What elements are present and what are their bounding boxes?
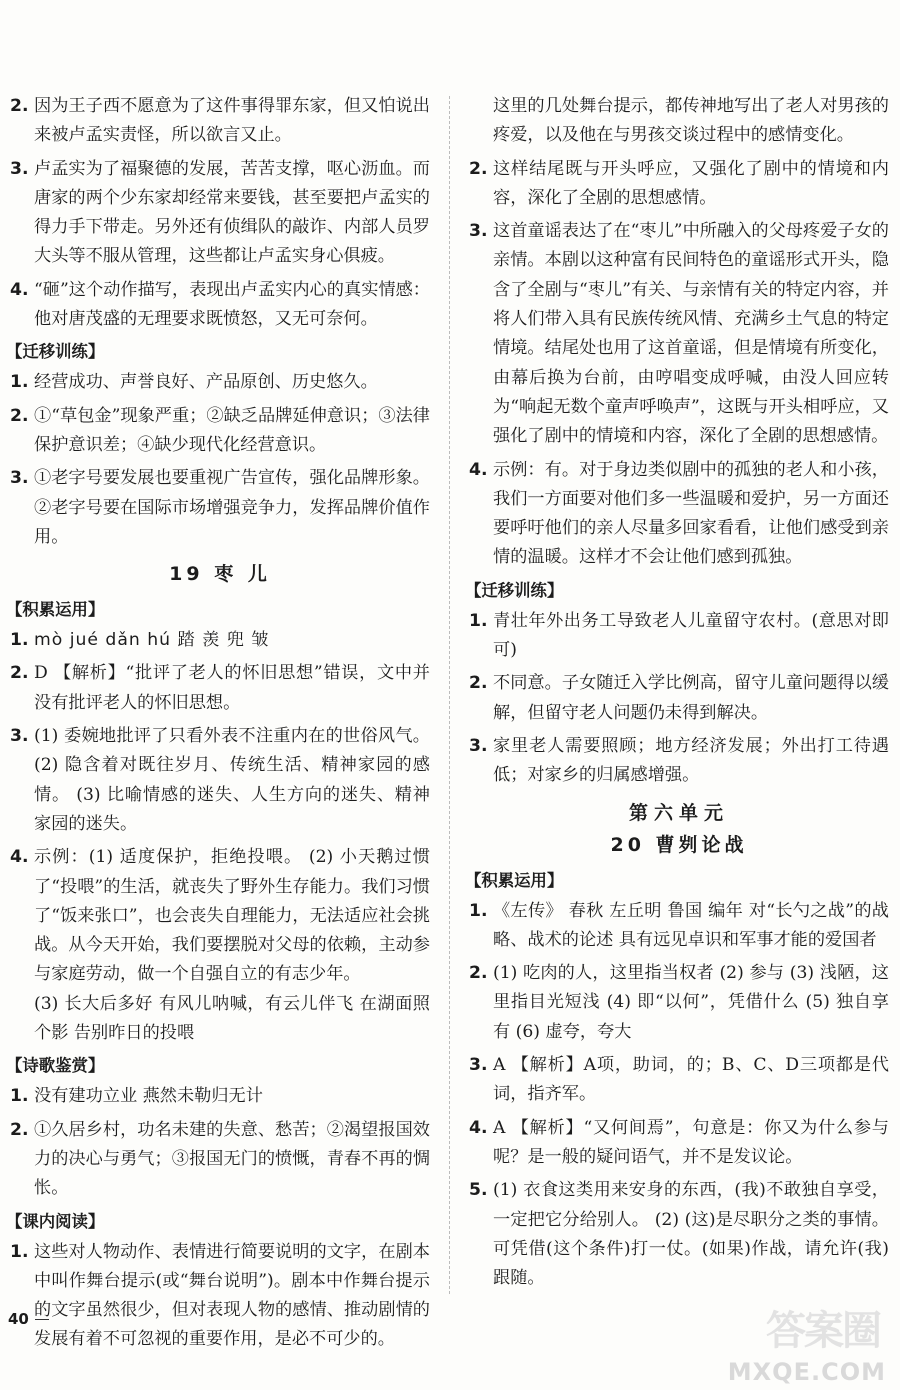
- answer-number: 3.: [469, 221, 488, 242]
- answer-item: [10, 722, 430, 839]
- answer-text: ①老字号要发展也要重视广告宣传，强化品牌形象。②老字号要在国际市场增强竞争力，发挥品牌价值作用。: [34, 468, 430, 547]
- answer-text: ①“草包金”现象严重；②缺乏品牌延伸意识；③法律保护意识差；④缺少现代化经营意识。: [34, 405, 430, 455]
- left-column: [6, 92, 430, 1359]
- answer-number: 2.: [10, 405, 29, 426]
- answer-number: 2.: [10, 1119, 29, 1140]
- lesson-20-title: 20 曹刿论战: [610, 833, 748, 856]
- answer-continuation: 这里的几处舞台提示，都传神地写出了老人对男孩的疼爱，以及他在与男孩交谈过程中的感情变化。: [493, 96, 889, 146]
- answer-text: 家里老人需要照顾；地方经济发展；外出打工待遇低；对家乡的归属感增强。: [493, 735, 889, 786]
- watermark-url: MXQE.COM: [727, 1358, 886, 1386]
- unit-title: 第六单元: [628, 801, 729, 824]
- answer-number: 3.: [10, 726, 29, 747]
- answer-number: 2.: [469, 158, 488, 179]
- page-number: 40: [8, 1310, 49, 1328]
- answer-text: 因为王子西不愿意为了这件事得罪东家，但又怕说出来被卢孟实责怪，所以欲言又止。: [34, 96, 430, 146]
- answer-item: [469, 217, 889, 451]
- answer-number: 2.: [469, 963, 488, 984]
- answer-number: 4.: [469, 459, 488, 480]
- answer-number: 4.: [10, 847, 29, 868]
- answer-text: A 【解析】A项，助词，的；B、C、D三项都是代词，指齐军。: [493, 1055, 889, 1105]
- answer-number: 1.: [469, 610, 488, 631]
- right-items: [469, 155, 889, 573]
- answer-item: [10, 659, 430, 718]
- left-reading-items: [10, 1238, 430, 1355]
- answer-text: “砸”这个动作描写，表现出卢孟实内心的真实情感：他对唐茂盛的无理要求既愤怒，又无可奈何。: [34, 279, 430, 330]
- answer-item: [469, 456, 889, 573]
- answer-item: [469, 669, 889, 728]
- watermark-logo: 答案圈: [766, 1308, 880, 1354]
- answer-text: ①久居乡村，功名未建的失意、愁苦；②渴望报国效力的决心与勇气；③报国无门的愤慨，青春不再的惆怅。: [34, 1119, 430, 1199]
- left-top-items: [10, 92, 430, 334]
- answer-text: mò jué dǎn hú 踏 羡 兜 皱: [34, 630, 270, 651]
- answer-item: [469, 732, 889, 791]
- answer-text: 《左传》 春秋 左丘明 鲁国 编年 对“长勺之战”的战略、战术的论述 具有远见卓识和军事才能的爱国者: [493, 900, 889, 950]
- answer-number: 1.: [10, 1086, 29, 1107]
- answer-number: 2.: [469, 673, 488, 694]
- answer-item: [10, 402, 430, 461]
- left-poem-items: [10, 1082, 430, 1203]
- answer-number: 4.: [10, 279, 29, 300]
- answer-text: 这些对人物动作、表情进行简要说明的文字，在剧本中叫作舞台提示(或“舞台说明”)。剧本中作舞台提示的文字虽然很少，但对表现人物的感情、推动剧情的发展有着不可忽视的重要作用，是必不可少的。: [34, 1241, 430, 1350]
- column-divider: [449, 96, 450, 1294]
- answer-continuation: (3) 长大后多好 有风儿呐喊，有云儿伴飞 在湖面照个影 告别昨日的投喂: [34, 993, 430, 1044]
- right-column: [465, 92, 889, 1297]
- answer-number: 3.: [10, 158, 29, 179]
- answer-item: [10, 368, 430, 397]
- right-accum-items: [469, 897, 889, 1294]
- answer-number: 1.: [10, 630, 29, 651]
- section-header-reading: 【课内阅读】: [6, 1211, 105, 1231]
- answer-text: 卢孟实为了福聚德的发展，苦苦支撑，呕心沥血。而唐家的两个少东家却经常来要钱，甚至要把卢孟实的得力手下带走。另外还有侦缉队的敲诈、内部人员罗大头等不服从管理，这些都让卢孟实身心俱疲。: [34, 158, 430, 267]
- section-header-accumulate: 【积累运用】: [6, 600, 105, 620]
- answer-number: 5.: [469, 1180, 488, 1201]
- answer-item: [10, 155, 430, 272]
- answer-text: 这首童谣表达了在“枣儿”中所融入的父母疼爱子女的亲情。本剧以这种富有民间特色的童谣形式开头，隐含了全剧与“枣儿”有关、与亲情有关的特定内容，并将人们带入具有民族传统风情、充满乡土气息的特定情境。结尾处也用了这首童谣，但是情境有所变化，由幕后换为台前，由哼唱变成呼喊，由没人回应转为“响起无数个童声呼唤声”，这既与开头相呼应，又强化了剧中的情境和内容，深化了全剧的思想感情。: [493, 221, 889, 447]
- answer-item: [469, 1114, 889, 1173]
- answer-item: [469, 897, 889, 956]
- answer-number: 1.: [10, 372, 29, 393]
- answer-text: 这样结尾既与开头呼应，又强化了剧中的情境和内容，深化了全剧的思想感情。: [493, 158, 889, 208]
- answer-number: 2.: [10, 96, 29, 116]
- answer-number: 1.: [10, 1241, 29, 1262]
- answer-item: [10, 1238, 430, 1355]
- answer-text: (1) 吃肉的人，这里指当权者 (2) 参与 (3) 浅陋，这里指目光短浅 (4) 即“以何”，凭借什么 (5) 独自享有 (6) 虚夸，夸大: [493, 963, 889, 1042]
- answer-number: 4.: [469, 1117, 488, 1138]
- answer-number: 3.: [10, 468, 29, 489]
- answer-text: 经营成功、声誉良好、产品原创、历史悠久。: [34, 372, 378, 393]
- answer-text: A 【解析】“又何间焉”，句意是：你又为什么参与呢？是一般的疑问语气，并不是发议论。: [493, 1117, 889, 1167]
- answer-item: [10, 1082, 430, 1111]
- section-header-transfer: 【迁移训练】: [6, 342, 105, 362]
- answer-item: [10, 1116, 430, 1204]
- answer-number: 3.: [469, 735, 488, 756]
- answer-item: [10, 464, 430, 552]
- answer-text: D 【解析】“批评了老人的怀旧思想”错误，文中并没有批评老人的怀旧思想。: [34, 663, 430, 713]
- answer-number: 3.: [469, 1055, 488, 1076]
- answer-item: [10, 276, 430, 335]
- answer-item: [469, 1176, 889, 1293]
- answer-item: [10, 843, 430, 989]
- left-accum-items: [10, 659, 430, 989]
- left-transfer-items: [10, 368, 430, 552]
- section-header-accumulate: 【积累运用】: [465, 870, 564, 890]
- answer-number: 2.: [10, 663, 29, 684]
- answer-text: 没有建功立业 燕然未勒归无计: [34, 1086, 263, 1107]
- right-transfer-items: [469, 607, 889, 791]
- answer-item: [10, 626, 430, 655]
- answer-text: 示例：有。对于身边类似剧中的孤独的老人和小孩，我们一方面要对他们多一些温暖和爱护，另一方面还要呼吁他们的亲人尽量多回家看看，让他们感受到亲情的温暖。这样才不会让他们感到孤独。: [493, 459, 889, 568]
- answer-item: [469, 1051, 889, 1110]
- section-header-transfer: 【迁移训练】: [465, 580, 564, 600]
- answer-text: 示例：(1) 适度保护，拒绝投喂。 (2) 小天鹅过惯了“投喂”的生活，就丧失了野外生存能力。我们习惯了“饭来张口”，也会丧失自理能力，无法适应社会挑战。从今天开始，我们要摆脱对父母的依赖，主动参与家庭劳动，做一个自强自立的有志少年。: [34, 847, 430, 985]
- answer-item: [10, 92, 430, 151]
- answer-text: (1) 衣食这类用来安身的东西，(我)不敢独自享受，一定把它分给别人。 (2) (这)是尽职分之类的事情。可凭借(这个条件)打一仗。(如果)作战，请允许(我)跟随。: [493, 1180, 889, 1289]
- answer-number: 1.: [469, 900, 488, 921]
- answer-text: (1) 委婉地批评了只看外表不注重内在的世俗风气。 (2) 隐含着对既往岁月、传统生活、精神家园的感情。 (3) 比喻情感的迷失、人生方向的迷失、精神家园的迷失。: [34, 726, 430, 834]
- answer-text: 青壮年外出务工导致老人儿童留守农村。(意思对即可): [493, 610, 889, 661]
- section-header-poem: 【诗歌鉴赏】: [6, 1056, 105, 1076]
- answer-text: 不同意。子女随迁入学比例高，留守儿童问题得以缓解，但留守老人问题仍未得到解决。: [493, 673, 889, 723]
- answer-item: [469, 155, 889, 214]
- answer-item: [469, 959, 889, 1047]
- answer-item: [469, 607, 889, 666]
- lesson-19-title: 19 枣 儿: [169, 563, 271, 586]
